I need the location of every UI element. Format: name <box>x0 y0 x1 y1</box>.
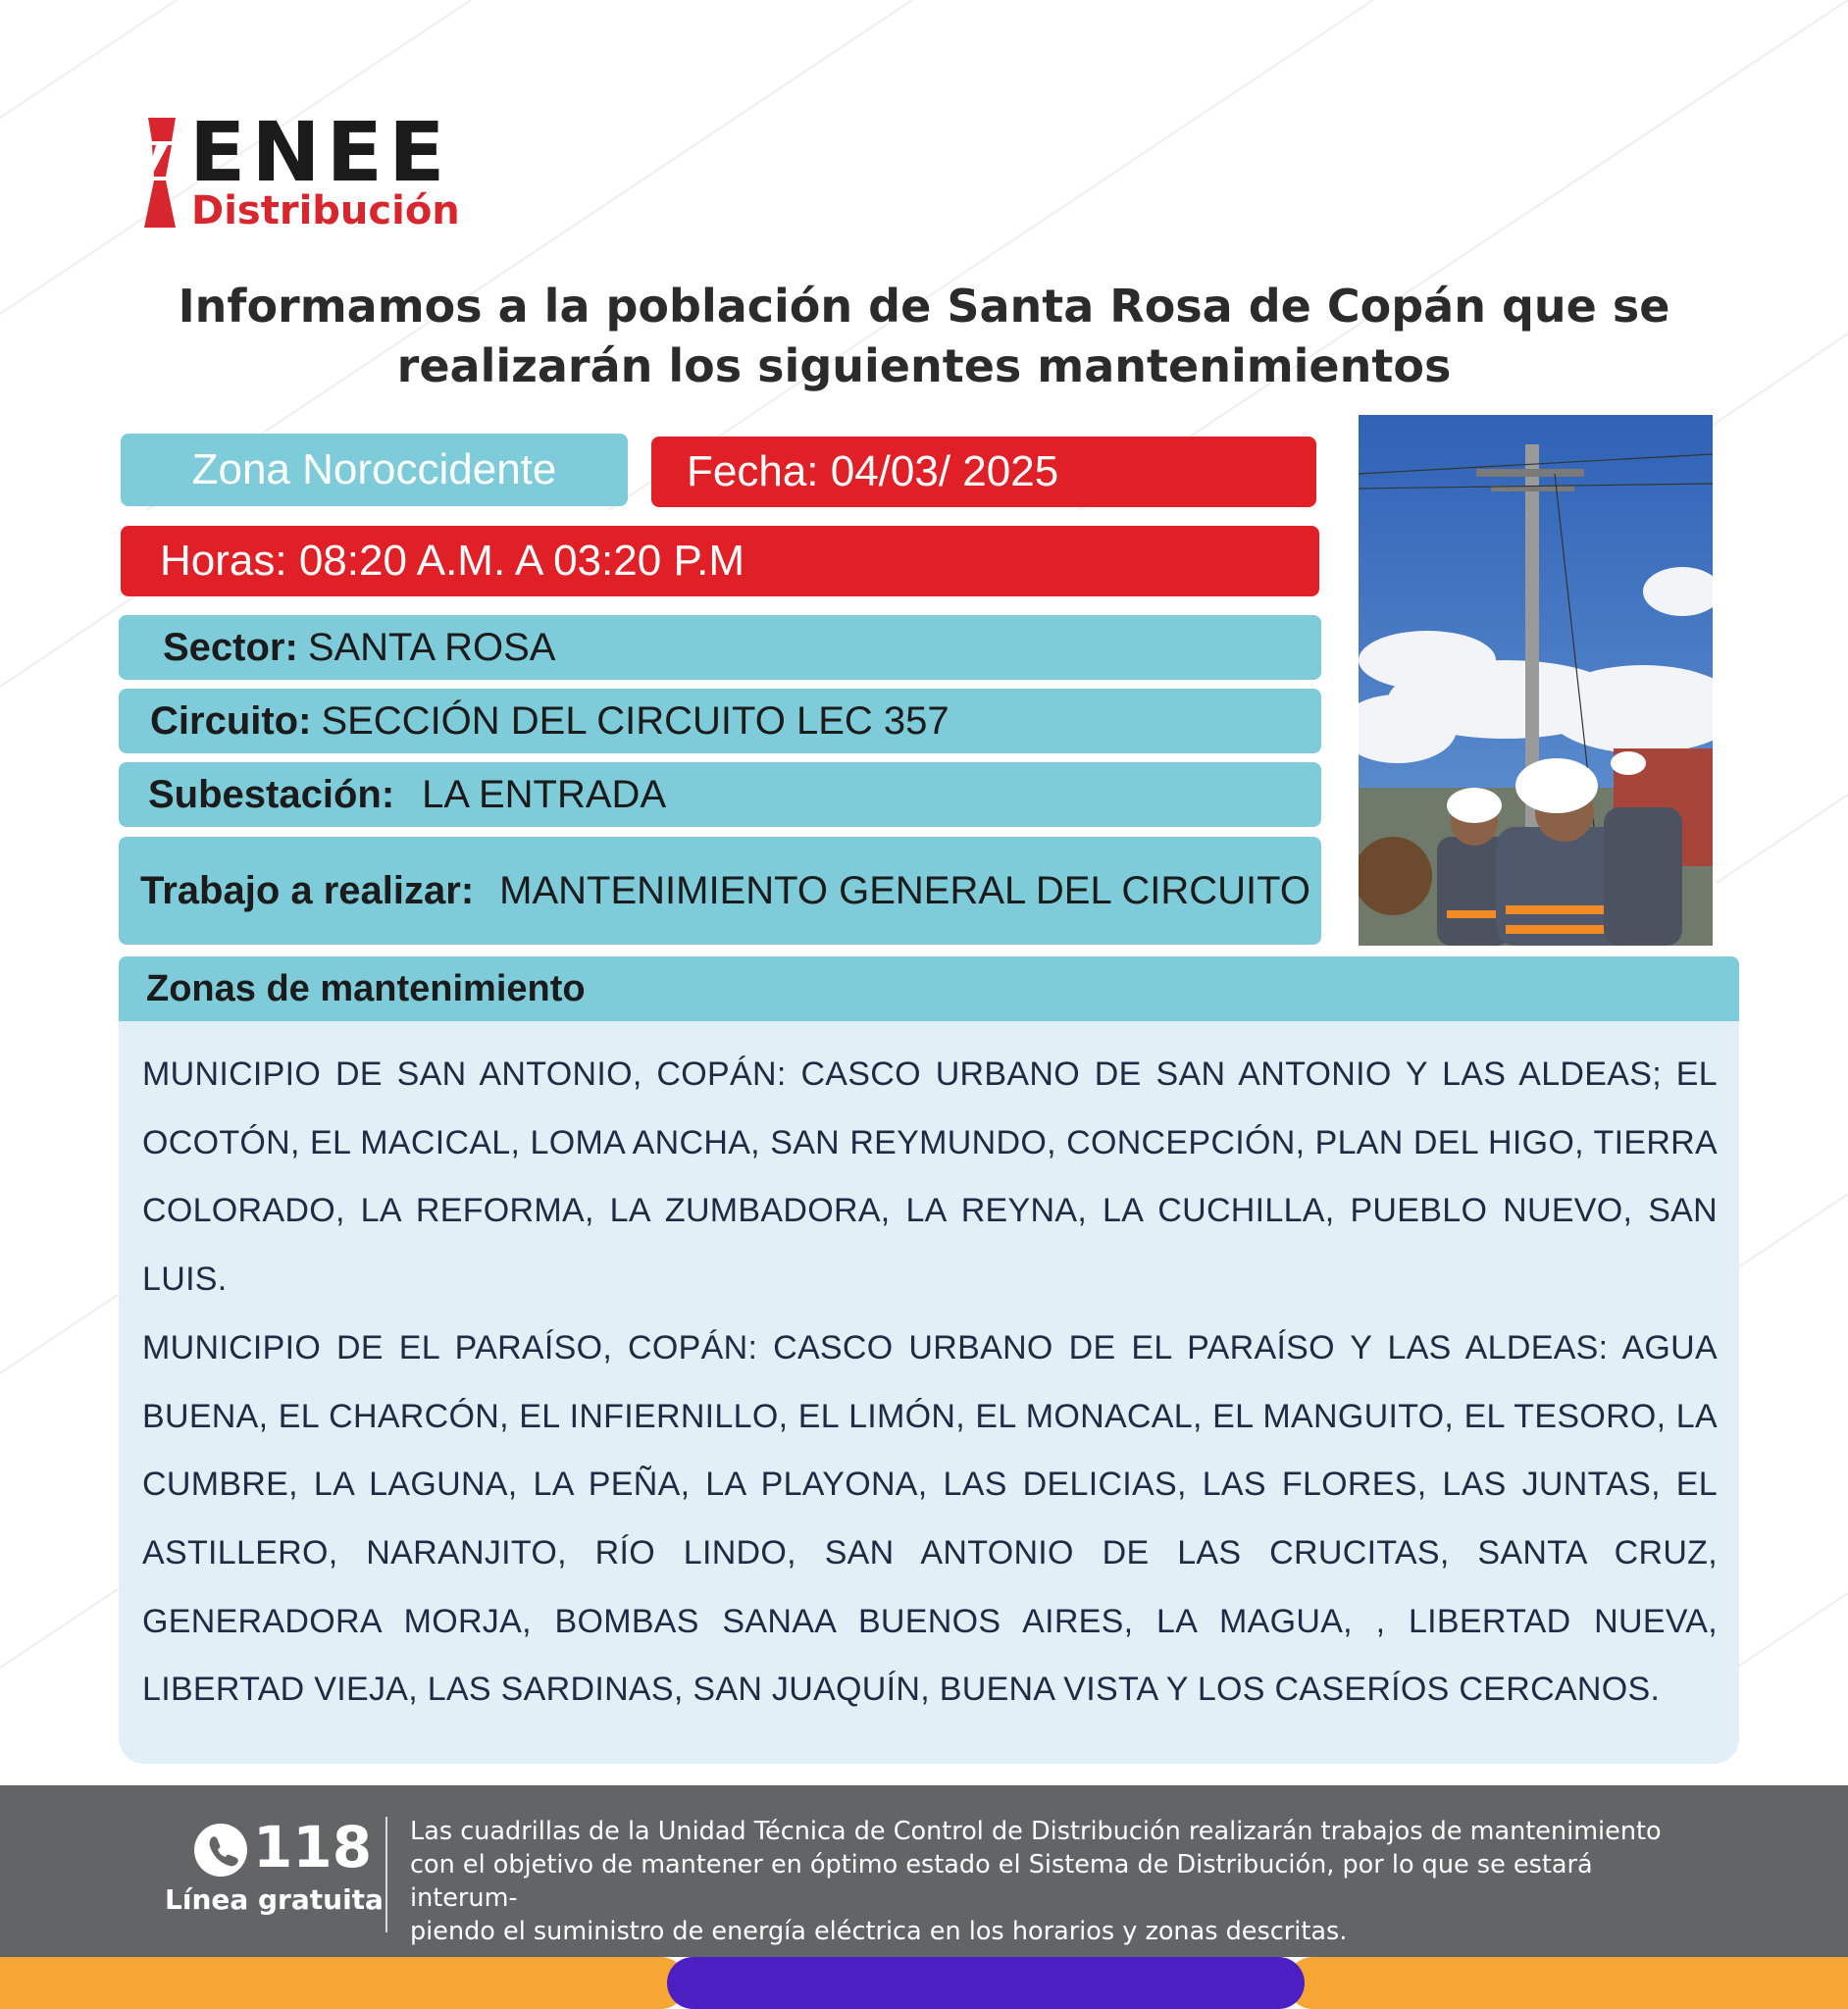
sector-value: SANTA ROSA <box>307 625 556 669</box>
footer-notice-line-2: con el objetivo de mantener en óptimo estado el Sistema de Distribución, por lo que se estará interum- <box>410 1850 1593 1913</box>
horas-badge: Horas: 08:20 A.M. A 03:20 P.M <box>121 526 1319 596</box>
footer-divider <box>385 1817 387 1932</box>
subestacion-label: Subestación: <box>148 772 395 816</box>
circuito-label: Circuito: <box>150 698 312 743</box>
headline-line-2: realizarán los siguientes mantenimientos <box>396 339 1452 392</box>
bottom-bar-purple <box>667 1957 1305 2009</box>
bottom-bar-orange-left <box>0 1957 687 2009</box>
footer <box>0 1785 1848 1957</box>
hotline-number: 118 <box>253 1814 373 1880</box>
zonas-paragraph-2: MUNICIPIO DE EL PARAÍSO, COPÁN: CASCO URBANO DE EL PARAÍSO Y LAS ALDEAS: AGUA BUENA, EL CHARCÓN, EL INFIERNILLO, EL LIMÓN, EL MONACAL, EL MANGUITO, EL TESORO, LA CUMBRE, LA LAGUNA, LA PEÑA, LA PLAYONA, LAS DELICIAS, LAS FLORES, LAS JUNTAS, EL ASTILLERO, NARANJITO, RÍO LINDO, SAN ANTONIO DE LAS CRUCITAS, SANTA CRUZ, GENERADORA MORJA, BOMBAS SANAA BUENOS AIRES, LA MAGUA, , LIBERTAD NUEVA, LIBERTAD VIEJA, LAS SARDINAS, SAN JUAQUÍN, BUENA VISTA Y LOS CASERÍOS CERCANOS. <box>142 1328 1718 1709</box>
trabajo-label: Trabajo a realizar: <box>140 868 475 912</box>
trabajo-row <box>119 837 1321 945</box>
enee-logo-mark-icon <box>142 118 178 231</box>
logo-division: Distribución <box>191 188 460 233</box>
lineworkers-photo <box>1359 415 1713 946</box>
hotline-label: Línea gratuita <box>165 1883 384 1916</box>
zonas-body <box>119 1021 1739 1764</box>
fecha-badge: Fecha: 04/03/ 2025 <box>651 437 1316 507</box>
zona-badge: Zona Noroccidente <box>121 434 628 506</box>
circuito-row <box>119 689 1321 753</box>
phone-icon <box>193 1823 248 1878</box>
logo-wordmark: ENEE <box>189 104 451 200</box>
page-headline <box>108 277 1740 396</box>
bottom-bar-orange-right <box>1287 1957 1848 2009</box>
headline-line-1: Informamos a la población de Santa Rosa de Copán que se <box>178 280 1670 333</box>
zonas-header: Zonas de mantenimiento <box>119 956 1739 1021</box>
sector-label: Sector: <box>163 625 298 669</box>
trabajo-value: MANTENIMIENTO GENERAL DEL CIRCUITO <box>499 868 1310 912</box>
sector-row <box>119 615 1321 680</box>
footer-notice-line-1: Las cuadrillas de la Unidad Técnica de Control de Distribución realizarán trabajos de mantenimiento <box>410 1817 1662 1846</box>
subestacion-row <box>119 762 1321 827</box>
enee-logo <box>142 104 515 235</box>
zonas-paragraph-1: MUNICIPIO DE SAN ANTONIO, COPÁN: CASCO URBANO DE SAN ANTONIO Y LAS ALDEAS; EL OCOTÓN, EL MACICAL, LOMA ANCHA, SAN REYMUNDO, CONCEPCIÓN, PLAN DEL HIGO, TIERRA COLORADO, LA REFORMA, LA ZUMBADORA, LA REYNA, LA CUCHILLA, PUEBLO NUEVO, SAN LUIS. <box>142 1056 1718 1299</box>
footer-notice <box>410 1815 1705 1948</box>
circuito-value: SECCIÓN DEL CIRCUITO LEC 357 <box>321 698 950 743</box>
footer-notice-line-3: piendo el suministro de energía eléctrica en los horarios y zonas descritas. <box>410 1917 1348 1946</box>
subestacion-value: LA ENTRADA <box>422 772 667 816</box>
